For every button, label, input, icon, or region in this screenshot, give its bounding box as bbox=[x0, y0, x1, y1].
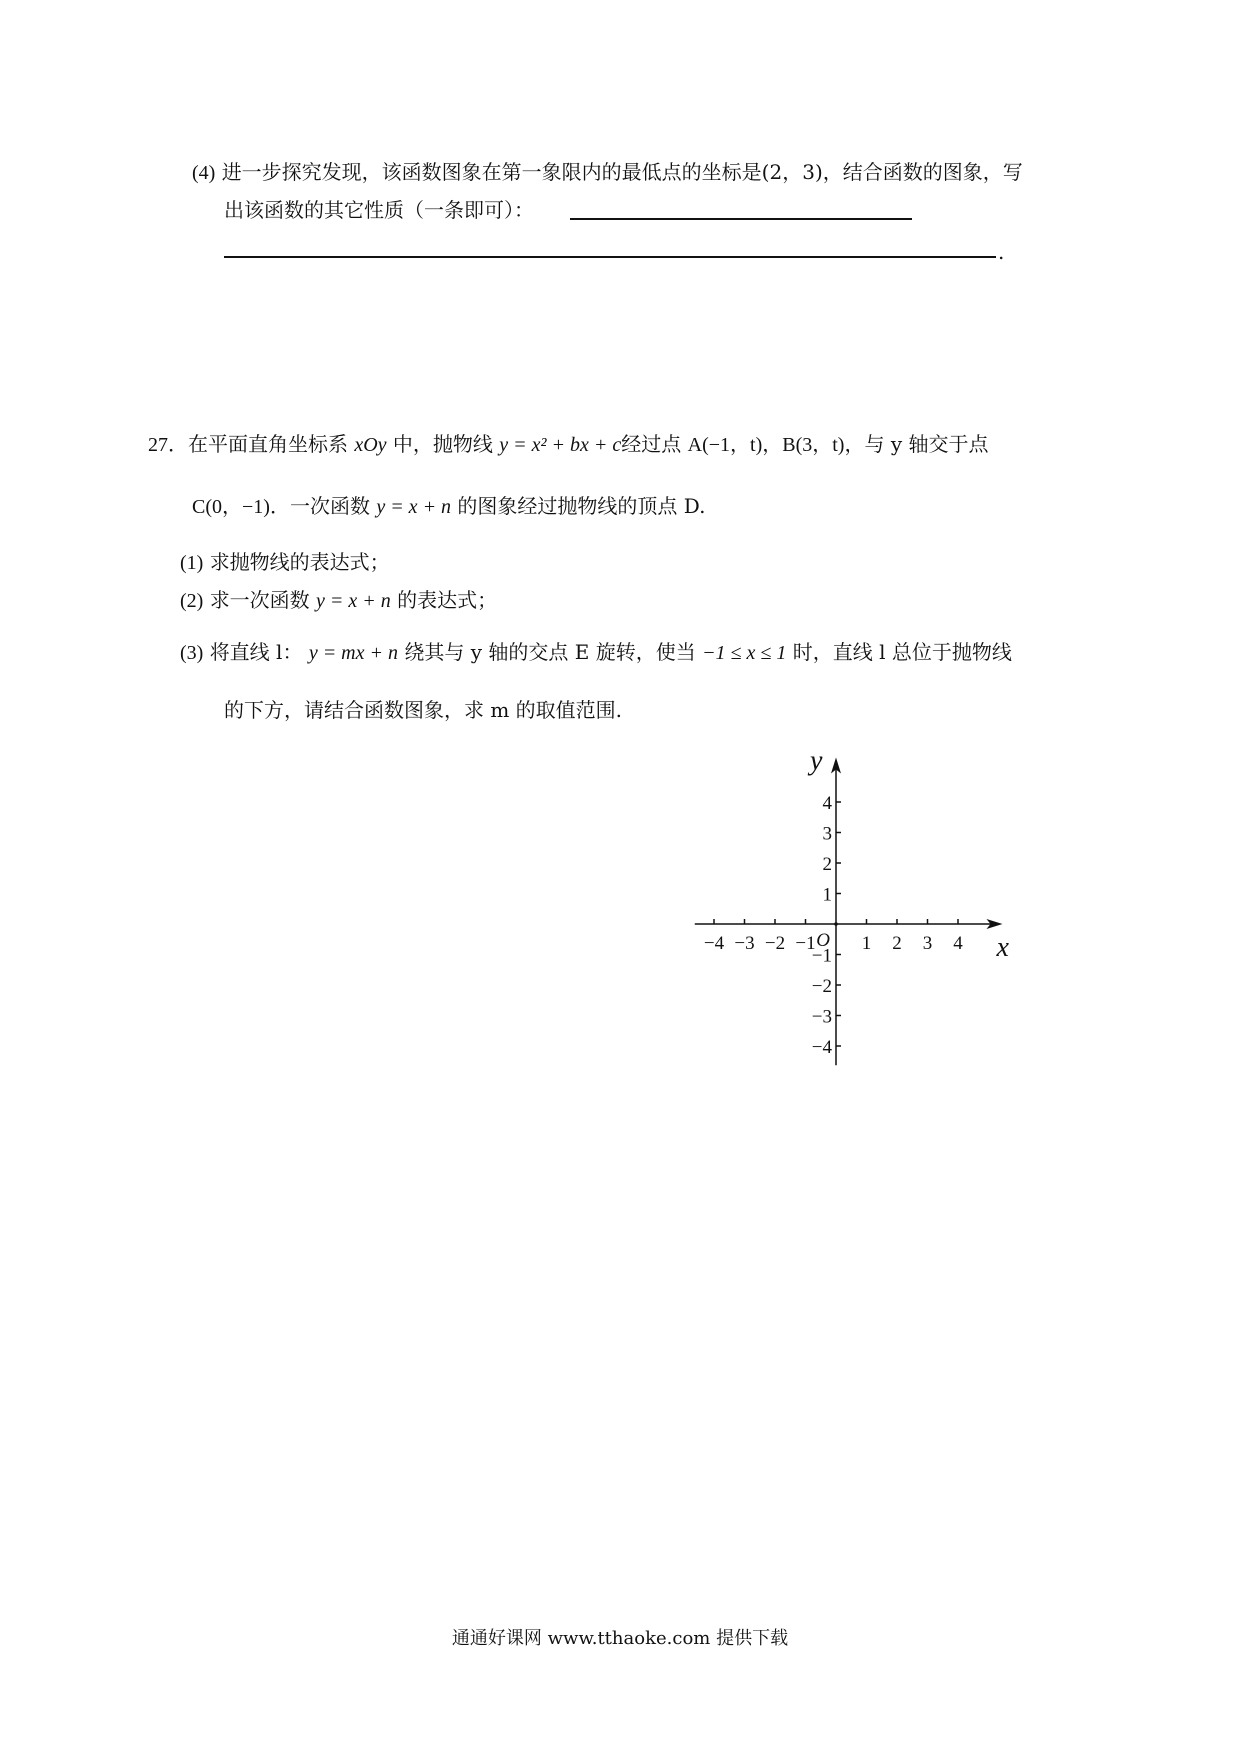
q27-xoy: xOy bbox=[354, 434, 387, 456]
y-tick-label: −2 bbox=[811, 976, 832, 997]
x-axis-label: x bbox=[996, 932, 1009, 963]
part4-text-line1: 进一步探究发现，该函数图象在第一象限内的最低点的坐标是(2，3)，结合函数的图象，写 bbox=[221, 160, 1023, 184]
y-tick-label: 1 bbox=[822, 884, 832, 906]
x-tick-label: 4 bbox=[953, 933, 963, 954]
q27-point-c: C(0，−1)． bbox=[192, 496, 290, 518]
sub3-fn: y = mx + n bbox=[308, 642, 399, 664]
x-tick-label: −3 bbox=[734, 933, 755, 954]
q27-line2-end: 的图象经过抛物线的顶点 D. bbox=[457, 494, 706, 518]
origin-label: O bbox=[816, 930, 830, 951]
x-tick-label: −4 bbox=[703, 933, 725, 954]
y-tick-label: 2 bbox=[822, 854, 832, 875]
sub1-text: 求抛物线的表达式； bbox=[209, 550, 390, 574]
y-axis-label: y bbox=[810, 745, 823, 777]
sub3-text-b: 绕其与 y 轴的交点 E 旋转，使当 bbox=[404, 640, 696, 664]
sub3-label: (3) bbox=[180, 642, 204, 664]
y-tick-label: 4 bbox=[822, 793, 832, 814]
sub1-label: (1) bbox=[180, 552, 204, 574]
x-tick-label: 3 bbox=[922, 933, 933, 954]
sub3-text-c: 时，直线 l 总位于抛物线 bbox=[792, 640, 1012, 664]
sub3-cond: −1 ≤ x ≤ 1 bbox=[702, 642, 787, 664]
sub2-text-b: 的表达式； bbox=[397, 588, 498, 612]
x-tick-label: 1 bbox=[861, 933, 872, 954]
y-tick-label: −1 bbox=[811, 945, 832, 967]
q27-stem-pass: 经过点 bbox=[621, 432, 682, 456]
sub2-label: (2) bbox=[180, 590, 204, 612]
q27-points: A(−1，t)，B(3，t)， bbox=[687, 434, 865, 456]
y-tick-label: −4 bbox=[811, 1037, 832, 1058]
x-tick-label: −2 bbox=[764, 933, 786, 954]
sub2-text-a: 求一次函数 bbox=[209, 588, 310, 612]
x-tick-label: 2 bbox=[892, 933, 902, 954]
footer: 通通好课网 www.tthaoke.com 提供下载 bbox=[451, 1628, 789, 1649]
q27-parabola: y = x² + bx + c bbox=[499, 434, 622, 456]
q27-stem-a: 在平面直角坐标系 bbox=[188, 432, 348, 456]
answer-period: . bbox=[998, 240, 1005, 264]
q27-number: 27． bbox=[148, 434, 188, 456]
q27-line2-text: 一次函数 bbox=[289, 494, 370, 518]
sub3-text-a: 将直线 l： bbox=[209, 640, 303, 664]
part4-text-line2: 出该函数的其它性质（一条即可）： bbox=[224, 198, 534, 222]
part4-label: (4) bbox=[192, 162, 216, 184]
y-tick-label: −3 bbox=[811, 1006, 832, 1028]
q27-linear-fn: y = x + n bbox=[376, 496, 452, 518]
q27-stem-end: 与 y 轴交于点 bbox=[864, 432, 989, 456]
sub3-text-line2: 的下方，请结合函数图象，求 m 的取值范围. bbox=[224, 698, 623, 722]
x-tick-label: −1 bbox=[795, 933, 816, 954]
y-tick-label: 3 bbox=[822, 823, 832, 845]
q27-stem-mid: 中，抛物线 bbox=[392, 432, 493, 456]
sub2-fn: y = x + n bbox=[316, 590, 391, 612]
origin-dot bbox=[834, 922, 838, 926]
